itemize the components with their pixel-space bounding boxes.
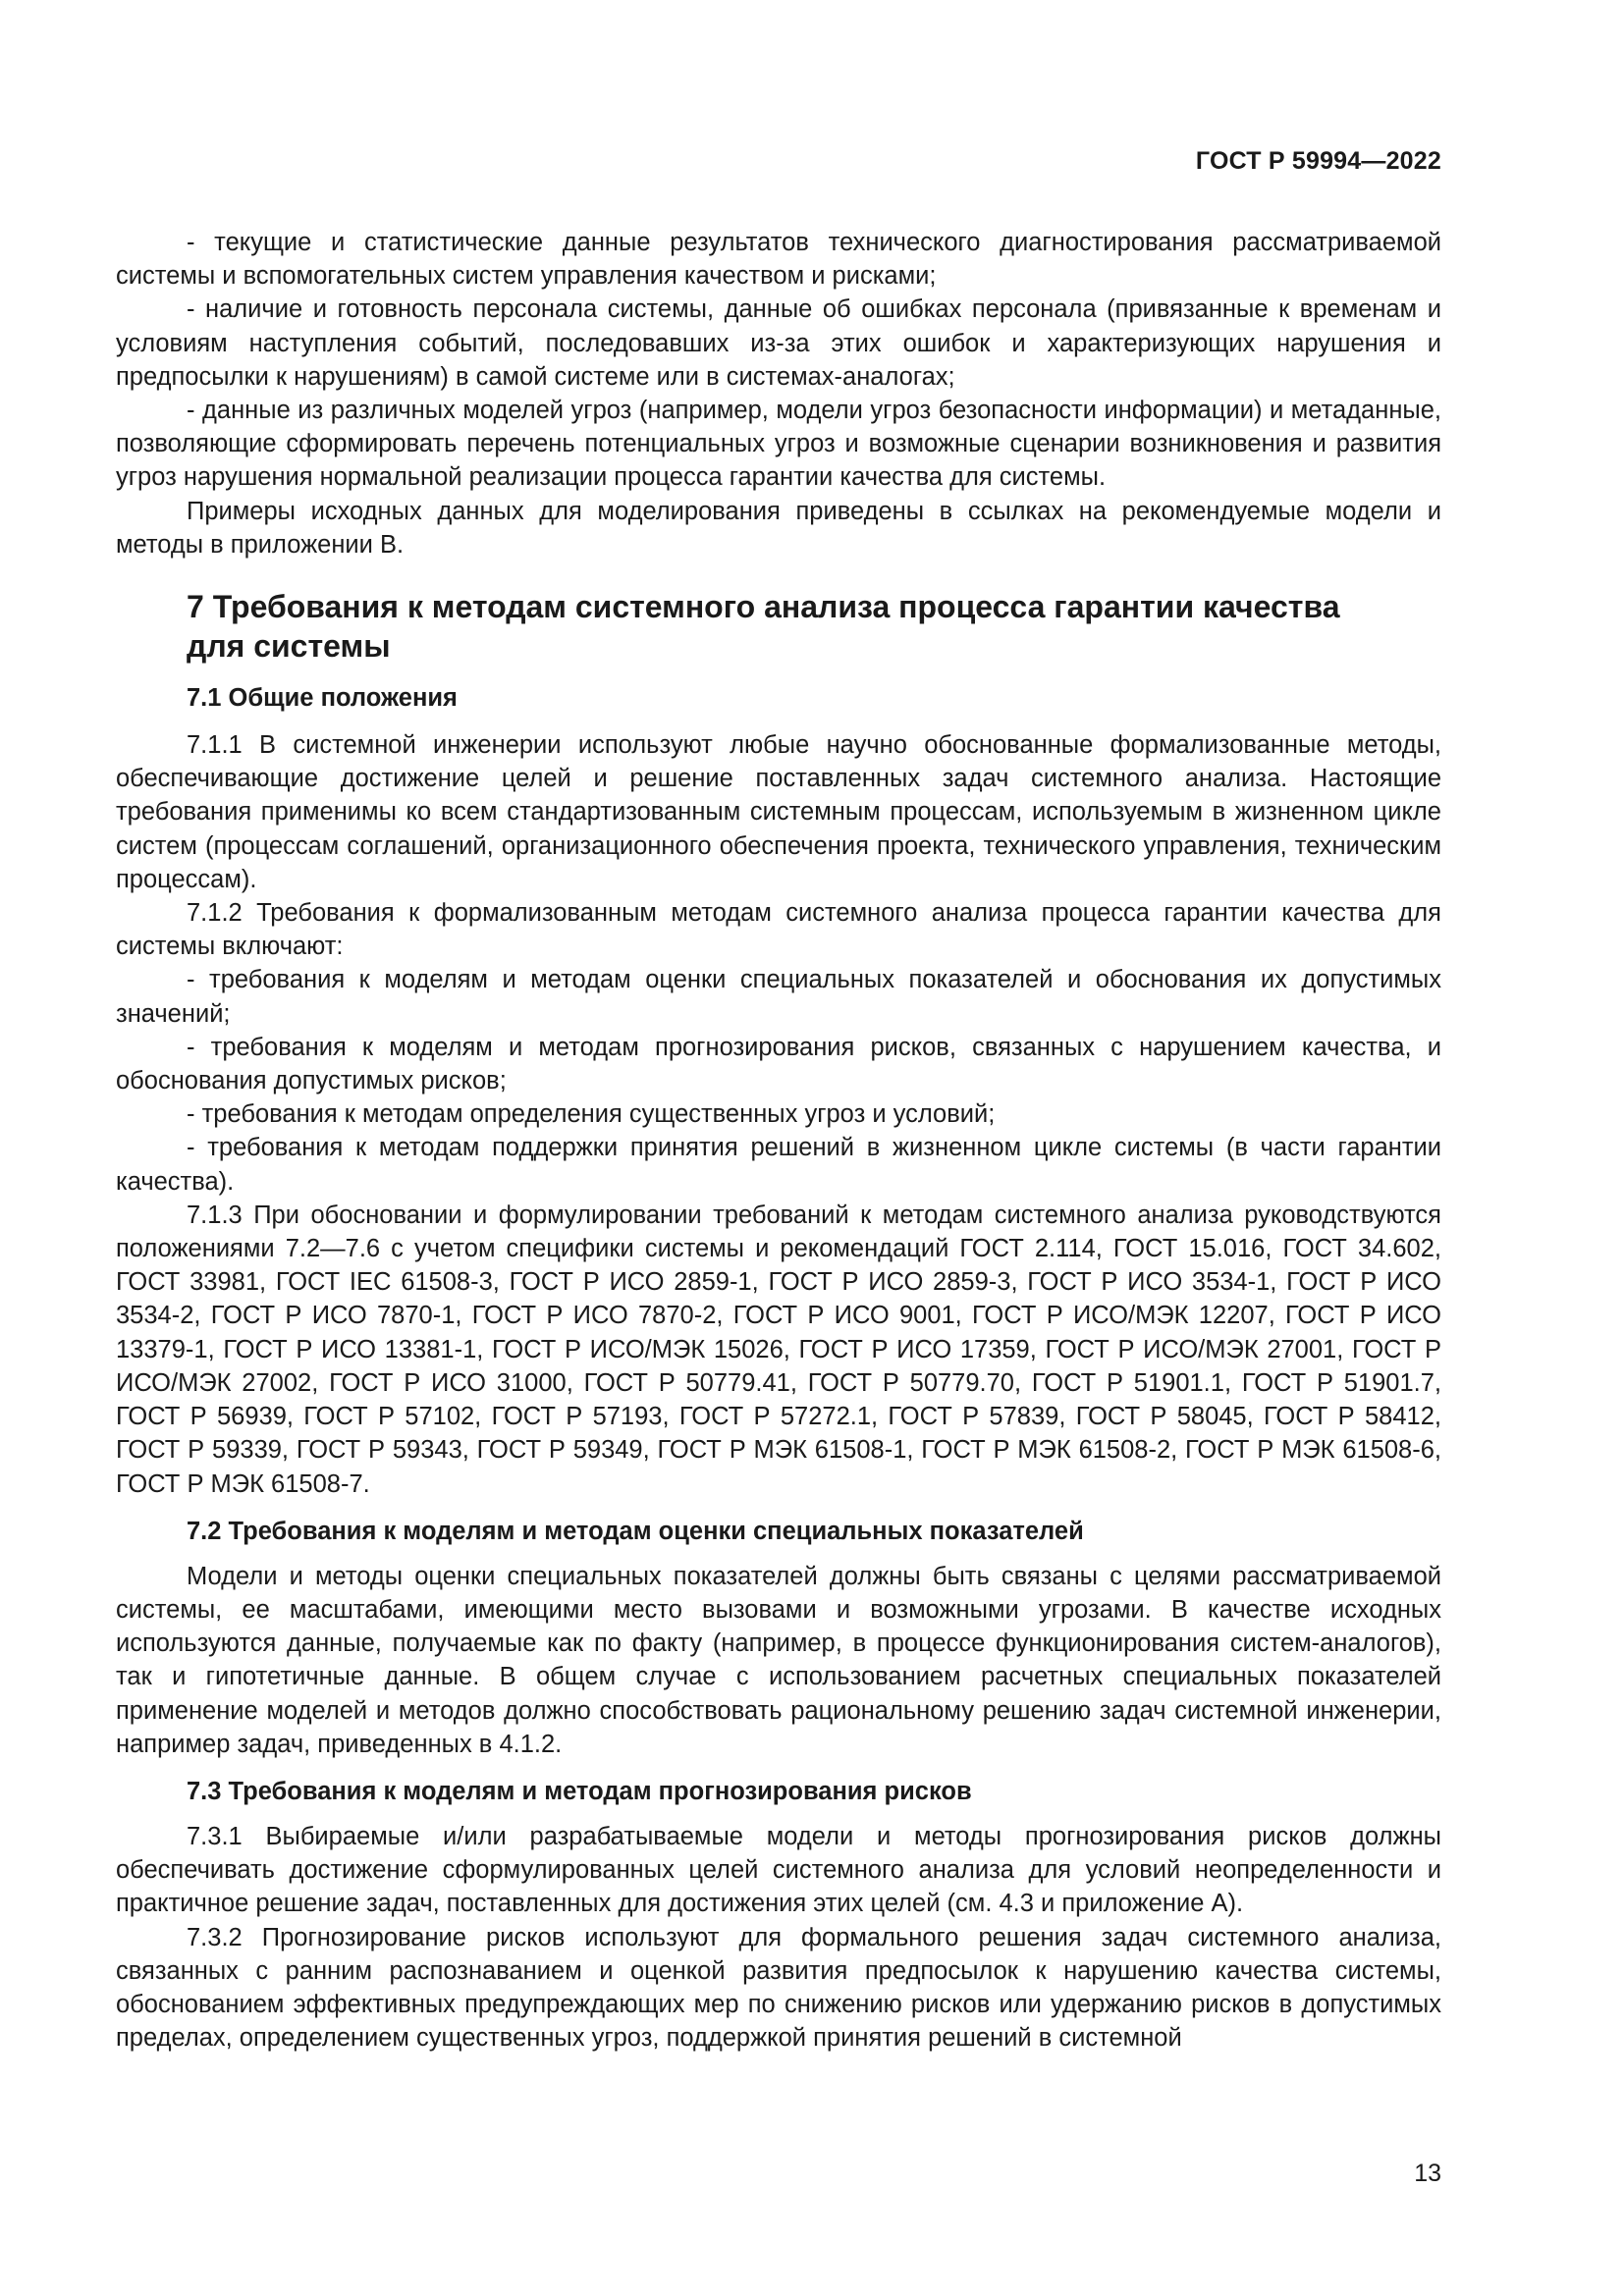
section-7-1-heading: 7.1 Общие положения (187, 684, 458, 713)
list-item-7-1-2-c: - требования к методам определения существенных угроз и условий; (187, 1100, 996, 1129)
paragraph-7-3-2: 7.3.2 Прогнозирование рисков используют для формального решения задач системного анализа, связанных с ранним распознаванием и оценкой развития предпосылок к нарушению качества системы, обоснованием эффективных предупреждающих мер по снижению рисков или удержанию рисков в допустимых пределах, определением существенных угроз, поддержкой принятия решений в системной (116, 1923, 1441, 2053)
paragraph-7-1-2: 7.1.2 Требования к формализованным методам системного анализа процесса гарантии качества для системы включают: (116, 899, 1441, 961)
paragraph-diagnostics-data: - текущие и статистические данные результатов технического диагностирования рассматриваемой системы и вспомогательных систем управления качеством и рисками; (116, 229, 1441, 291)
document-header-id: ГОСТ Р 59994—2022 (1195, 147, 1441, 175)
list-item-7-1-2-b: - требования к моделям и методам прогнозирования рисков, связанных с нарушением качества, и обоснования допустимых рисков; (116, 1033, 1441, 1095)
section-7-heading: 7 Требования к методам системного анализа процесса гарантии качества для системы (187, 589, 1340, 665)
document-body (116, 226, 1441, 2055)
section-7-3-heading: 7.3 Требования к моделям и методам прогнозирования рисков (187, 1777, 972, 1805)
list-item-7-1-2-a: - требования к моделям и методам оценки специальных показателей и обоснования их допустимых значений; (116, 966, 1441, 1028)
paragraph-7-3-1: 7.3.1 Выбираемые и/или разрабатываемые модели и методы прогнозирования рисков должны обеспечивать достижение сформулированных целей системного анализа для условий неопределенности и практичное решение задач, поставленных для достижения этих целей (см. 4.3 и приложение А). (116, 1822, 1441, 1918)
section-7-2-heading: 7.2 Требования к моделям и методам оценки специальных показателей (187, 1517, 1084, 1545)
page-number: 13 (1414, 2160, 1441, 2187)
list-item-7-1-2-d: - требования к методам поддержки принятия решений в жизненном цикле системы (в части гарантии качества). (116, 1134, 1441, 1196)
paragraph-examples-note: Примеры исходных данных для моделирования приведены в ссылках на рекомендуемые модели и методы в приложении В. (116, 497, 1441, 559)
paragraph-threat-models-data: - данные из различных моделей угроз (например, модели угроз безопасности информации) и метаданные, позволяющие сформировать перечень потенциальных угроз и возможные сценарии возникновения и развития угроз нарушения нормальной реализации процесса гарантии качества для системы. (116, 397, 1441, 492)
paragraph-7-1-3: 7.1.3 При обосновании и формулировании требований к методам системного анализа руководствуются положениями 7.2—7.6 с учетом специфики системы и рекомендаций ГОСТ 2.114, ГОСТ 15.016, ГОСТ 34.602, ГОСТ 33981, ГОСТ IEC 61508-3, ГОСТ Р ИСО 2859-1, ГОСТ Р ИСО 2859-3, ГОСТ Р ИСО 3534-1, ГОСТ Р ИСО 3534-2, ГОСТ Р ИСО 7870-1, ГОСТ Р ИСО 7870-2, ГОСТ Р ИСО 9001, ГОСТ Р ИСО/МЭК 12207, ГОСТ Р ИСО 13379-1, ГОСТ Р ИСО 13381-1, ГОСТ Р ИСО/МЭК 15026, ГОСТ Р ИСО 17359, ГОСТ Р ИСО/МЭК 27001, ГОСТ Р ИСО/МЭК 27002, ГОСТ Р ИСО 31000, ГОСТ Р 50779.41, ГОСТ Р 50779.70, ГОСТ Р 51901.1, ГОСТ Р 51901.7, ГОСТ Р 56939, ГОСТ Р 57102, ГОСТ Р 57193, ГОСТ Р 57272.1, ГОСТ Р 57839, ГОСТ Р 58045, ГОСТ Р 58412, ГОСТ Р 59339, ГОСТ Р 59343, ГОСТ Р 59349, ГОСТ Р МЭК 61508-1, ГОСТ Р МЭК 61508-2, ГОСТ Р МЭК 61508-6, ГОСТ Р МЭК 61508-7. (116, 1201, 1441, 1498)
paragraph-7-2: Модели и методы оценки специальных показателей должны быть связаны с целями рассматриваемой системы, ее масштабами, имеющими место вызовами и возможными угрозами. В качестве исходных используются данные, получаемые как по факту (например, в процессе функционирования систем-аналогов), так и гипотетичные данные. В общем случае с использованием расчетных специальных показателей применение моделей и методов должно способствовать рациональному решению задач системной инженерии, например задач, приведенных в 4.1.2. (116, 1562, 1441, 1758)
paragraph-7-1-1: 7.1.1 В системной инженерии используют любые научно обоснованные формализованные методы, обеспечивающие достижение целей и решение поставленных задач системного анализа. Настоящие требования применимы ко всем стандартизованным системным процессам, используемым в жизненном цикле систем (процессам соглашений, организационного обеспечения проекта, технического управления, техническим процессам). (116, 731, 1441, 893)
paragraph-personnel-data: - наличие и готовность персонала системы, данные об ошибках персонала (привязанные к временам и условиям наступления событий, последовавших из-за этих ошибок и характеризующих нарушения и предпосылки к нарушениям) в самой системе или в системах-аналогах; (116, 295, 1441, 391)
